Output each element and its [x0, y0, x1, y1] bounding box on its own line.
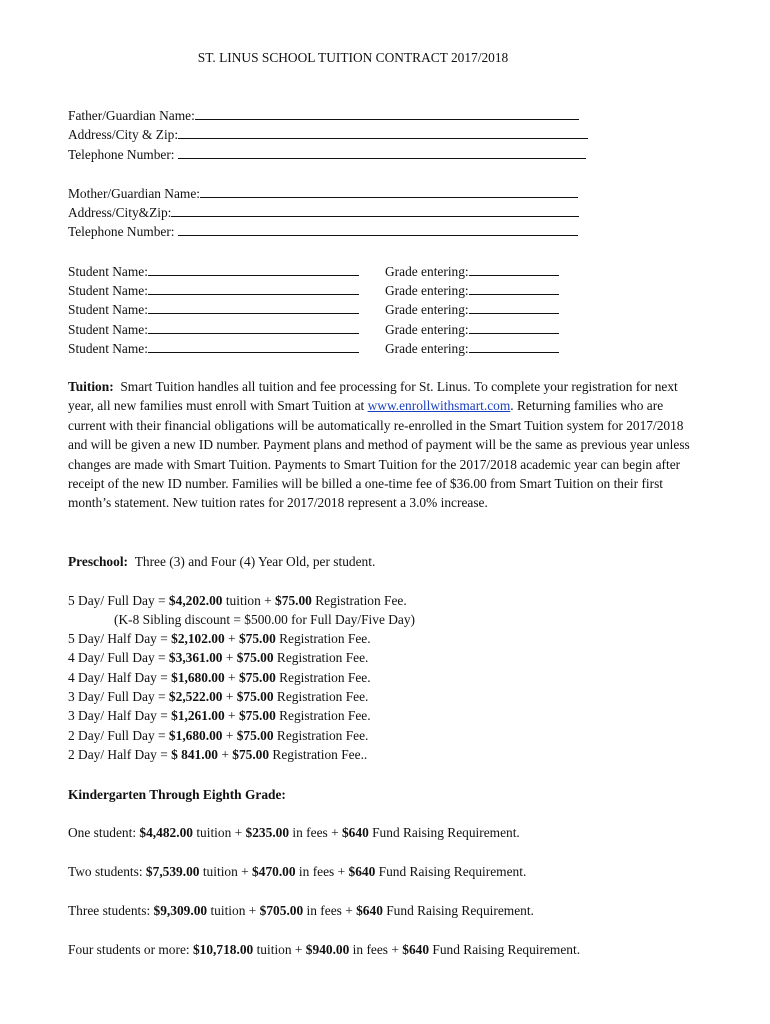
- k8-fees: $940.00: [305, 942, 350, 957]
- father-phone-field[interactable]: [178, 145, 586, 159]
- k8-fees: $235.00: [245, 825, 290, 840]
- k8-text: Fund Raising Requirement.: [382, 903, 534, 918]
- rate-label: 3 Day/ Half Day =: [68, 708, 172, 723]
- grade-row: [385, 300, 559, 319]
- k8-fund: $640: [402, 942, 430, 957]
- student-row: [68, 281, 359, 300]
- rate-label: 4 Day/ Full Day =: [68, 650, 169, 665]
- rate-mid: +: [222, 728, 237, 743]
- tuition-paragraph: [68, 377, 700, 513]
- rate-mid: +: [222, 689, 237, 704]
- k8-label: One student:: [68, 825, 140, 840]
- k8-tuition: $9,309.00: [153, 903, 208, 918]
- k8-rate-row: [68, 862, 526, 881]
- grade-entering-field[interactable]: [469, 300, 559, 314]
- preschool-heading-row: [68, 552, 375, 571]
- rate-end: Registration Fee.: [273, 650, 369, 665]
- rate-end: Registration Fee.: [311, 593, 407, 608]
- student-name-field[interactable]: [148, 300, 359, 314]
- grade-entering-label: Grade entering:: [385, 302, 469, 317]
- mother-name-field[interactable]: [200, 184, 578, 198]
- k8-text: in fees +: [289, 825, 342, 840]
- mother-name-label: Mother/Guardian Name:: [68, 186, 201, 201]
- grade-entering-field[interactable]: [469, 339, 559, 353]
- rate-label: 3 Day/ Full Day =: [68, 689, 169, 704]
- k8-fees: $705.00: [259, 903, 304, 918]
- tuition-text-continued: . Returning families who are current with their financial obligations will be automatically re-enrolled in the Smart Tuition system for 2017/2018 and will be given a new ID number. Payment plans and method of payment will be the same as previous year unless changes are made with Smart Tuition. Payments to Smart Tuition for the 2017/2018 academic year can begin after receipt of the new ID number. Families will be billed a one-time fee of $36.00 from Smart Tuition on their first month’s statement. New tuition rates for 2017/2018 represent a 3.0% increase.: [68, 398, 690, 511]
- father-phone-label: Telephone Number:: [68, 147, 175, 162]
- tuition-heading: Tuition:: [68, 379, 114, 394]
- rate-fee: $75.00: [238, 670, 276, 685]
- rate-label: 2 Day/ Half Day =: [68, 747, 172, 762]
- preschool-heading: Preschool:: [68, 554, 128, 569]
- grade-entering-label: Grade entering:: [385, 283, 469, 298]
- tuition-text: Smart Tuition handles all tuition and fee processing for St. Linus. To complete your registration for next year, all new families must enroll with Smart Tuition at: [68, 379, 678, 414]
- father-address-row: [68, 125, 588, 144]
- rate-tuition: $1,261.00: [171, 708, 225, 723]
- k8-rate-row: [68, 940, 580, 959]
- student-name-field[interactable]: [148, 320, 359, 334]
- k8-label: Three students:: [68, 903, 154, 918]
- rate-fee: $75.00: [238, 708, 276, 723]
- father-name-label: Father/Guardian Name:: [68, 108, 195, 123]
- grade-entering-field[interactable]: [469, 262, 559, 276]
- k8-heading-row: [68, 785, 286, 804]
- k8-text: in fees +: [303, 903, 357, 918]
- student-name-label: Student Name:: [68, 264, 148, 279]
- rate-end: Registration Fee.: [275, 631, 371, 646]
- mother-phone-row: [68, 222, 578, 241]
- rate-mid: +: [218, 747, 233, 762]
- preschool-subtitle: Three (3) and Four (4) Year Old, per student.: [134, 554, 376, 569]
- document-title: ST. LINUS SCHOOL TUITION CONTRACT 2017/2018: [197, 50, 509, 65]
- rate-mid: +: [224, 708, 239, 723]
- rate-end: Registration Fee.: [275, 708, 371, 723]
- k8-text: tuition +: [207, 903, 260, 918]
- k8-text: in fees +: [295, 864, 349, 879]
- father-phone-row: [68, 145, 586, 164]
- student-row: [68, 262, 359, 281]
- preschool-rate-row: [68, 591, 407, 610]
- k8-tuition: $7,539.00: [145, 864, 200, 879]
- student-row: [68, 339, 359, 358]
- father-name-field[interactable]: [195, 106, 579, 120]
- enrollment-link[interactable]: www.enrollwithsmart.com: [367, 398, 511, 414]
- preschool-rate-row: [68, 648, 368, 667]
- mother-address-label: Address/City&Zip:: [68, 205, 172, 220]
- rate-fee: $75.00: [236, 728, 274, 743]
- student-name-label: Student Name:: [68, 322, 148, 337]
- k8-text: Fund Raising Requirement.: [368, 825, 520, 840]
- preschool-rate-row: [68, 687, 368, 706]
- k8-text: Fund Raising Requirement.: [429, 942, 581, 957]
- rate-tuition: $2,102.00: [171, 631, 225, 646]
- rate-mid: tuition +: [222, 593, 276, 608]
- grade-entering-label: Grade entering:: [385, 341, 469, 356]
- rate-fee: $75.00: [236, 689, 274, 704]
- grade-row: [385, 262, 559, 281]
- grade-entering-field[interactable]: [469, 320, 559, 334]
- k8-text: Fund Raising Requirement.: [375, 864, 527, 879]
- student-row: [68, 300, 359, 319]
- rate-tuition: $4,202.00: [168, 593, 223, 608]
- grade-row: [385, 281, 559, 300]
- k8-text: tuition +: [253, 942, 306, 957]
- k8-text: in fees +: [349, 942, 403, 957]
- k8-text: tuition +: [192, 825, 246, 840]
- rate-fee: $75.00: [275, 593, 312, 608]
- rate-end: Registration Fee.: [273, 728, 369, 743]
- rate-tuition: $2,522.00: [168, 689, 223, 704]
- rate-fee: $75.00: [236, 650, 274, 665]
- student-name-field[interactable]: [148, 339, 359, 353]
- rate-fee: $75.00: [238, 631, 276, 646]
- preschool-rate-row: [68, 629, 371, 648]
- preschool-rate-row: [68, 706, 371, 725]
- sibling-discount-note: (K-8 Sibling discount = $500.00 for Full Day/Five Day): [114, 612, 416, 627]
- k8-fees: $470.00: [252, 864, 296, 879]
- k8-heading: Kindergarten Through Eighth Grade:: [68, 787, 286, 802]
- k8-label: Four students or more:: [68, 942, 193, 957]
- rate-fee: $75.00: [232, 747, 270, 762]
- k8-tuition: $10,718.00: [192, 942, 254, 957]
- rate-tuition: $1,680.00: [168, 728, 223, 743]
- k8-tuition: $4,482.00: [139, 825, 193, 840]
- grade-row: [385, 339, 559, 358]
- preschool-rate-row: [68, 745, 367, 764]
- grade-entering-field[interactable]: [469, 281, 559, 295]
- grade-entering-label: Grade entering:: [385, 322, 469, 337]
- father-name-row: [68, 106, 579, 125]
- mother-phone-field[interactable]: [178, 222, 578, 236]
- k8-rate-row: [68, 901, 534, 920]
- mother-phone-label: Telephone Number:: [68, 224, 175, 239]
- rate-tuition: $1,680.00: [171, 670, 225, 685]
- rate-mid: +: [224, 631, 239, 646]
- k8-label: Two students:: [68, 864, 146, 879]
- rate-label: 5 Day/ Full Day =: [68, 593, 169, 608]
- student-name-label: Student Name:: [68, 341, 148, 356]
- student-name-label: Student Name:: [68, 302, 148, 317]
- student-row: [68, 320, 359, 339]
- student-name-field[interactable]: [148, 262, 359, 276]
- mother-name-row: [68, 184, 578, 203]
- rate-tuition: $3,361.00: [168, 650, 223, 665]
- k8-fund: $640: [348, 864, 376, 879]
- k8-text: tuition +: [199, 864, 253, 879]
- preschool-rate-row: [68, 726, 368, 745]
- rate-label: 4 Day/ Half Day =: [68, 670, 172, 685]
- rate-end: Registration Fee.: [275, 670, 371, 685]
- student-name-field[interactable]: [148, 281, 359, 295]
- rate-tuition: $ 841.00: [171, 747, 218, 762]
- rate-label: 2 Day/ Full Day =: [68, 728, 169, 743]
- rate-end: Registration Fee..: [269, 747, 368, 762]
- mother-address-row: [68, 203, 579, 222]
- k8-rate-row: [68, 823, 520, 842]
- student-name-label: Student Name:: [68, 283, 148, 298]
- rate-mid: +: [224, 670, 239, 685]
- grade-row: [385, 320, 559, 339]
- preschool-rate-row: [68, 668, 371, 687]
- father-address-label: Address/City & Zip:: [68, 127, 179, 142]
- rate-mid: +: [222, 650, 237, 665]
- mother-address-field[interactable]: [171, 203, 579, 217]
- k8-fund: $640: [341, 825, 369, 840]
- rate-end: Registration Fee.: [273, 689, 369, 704]
- k8-fund: $640: [356, 903, 383, 918]
- father-address-field[interactable]: [178, 125, 588, 139]
- grade-entering-label: Grade entering:: [385, 264, 469, 279]
- rate-label: 5 Day/ Half Day =: [68, 631, 172, 646]
